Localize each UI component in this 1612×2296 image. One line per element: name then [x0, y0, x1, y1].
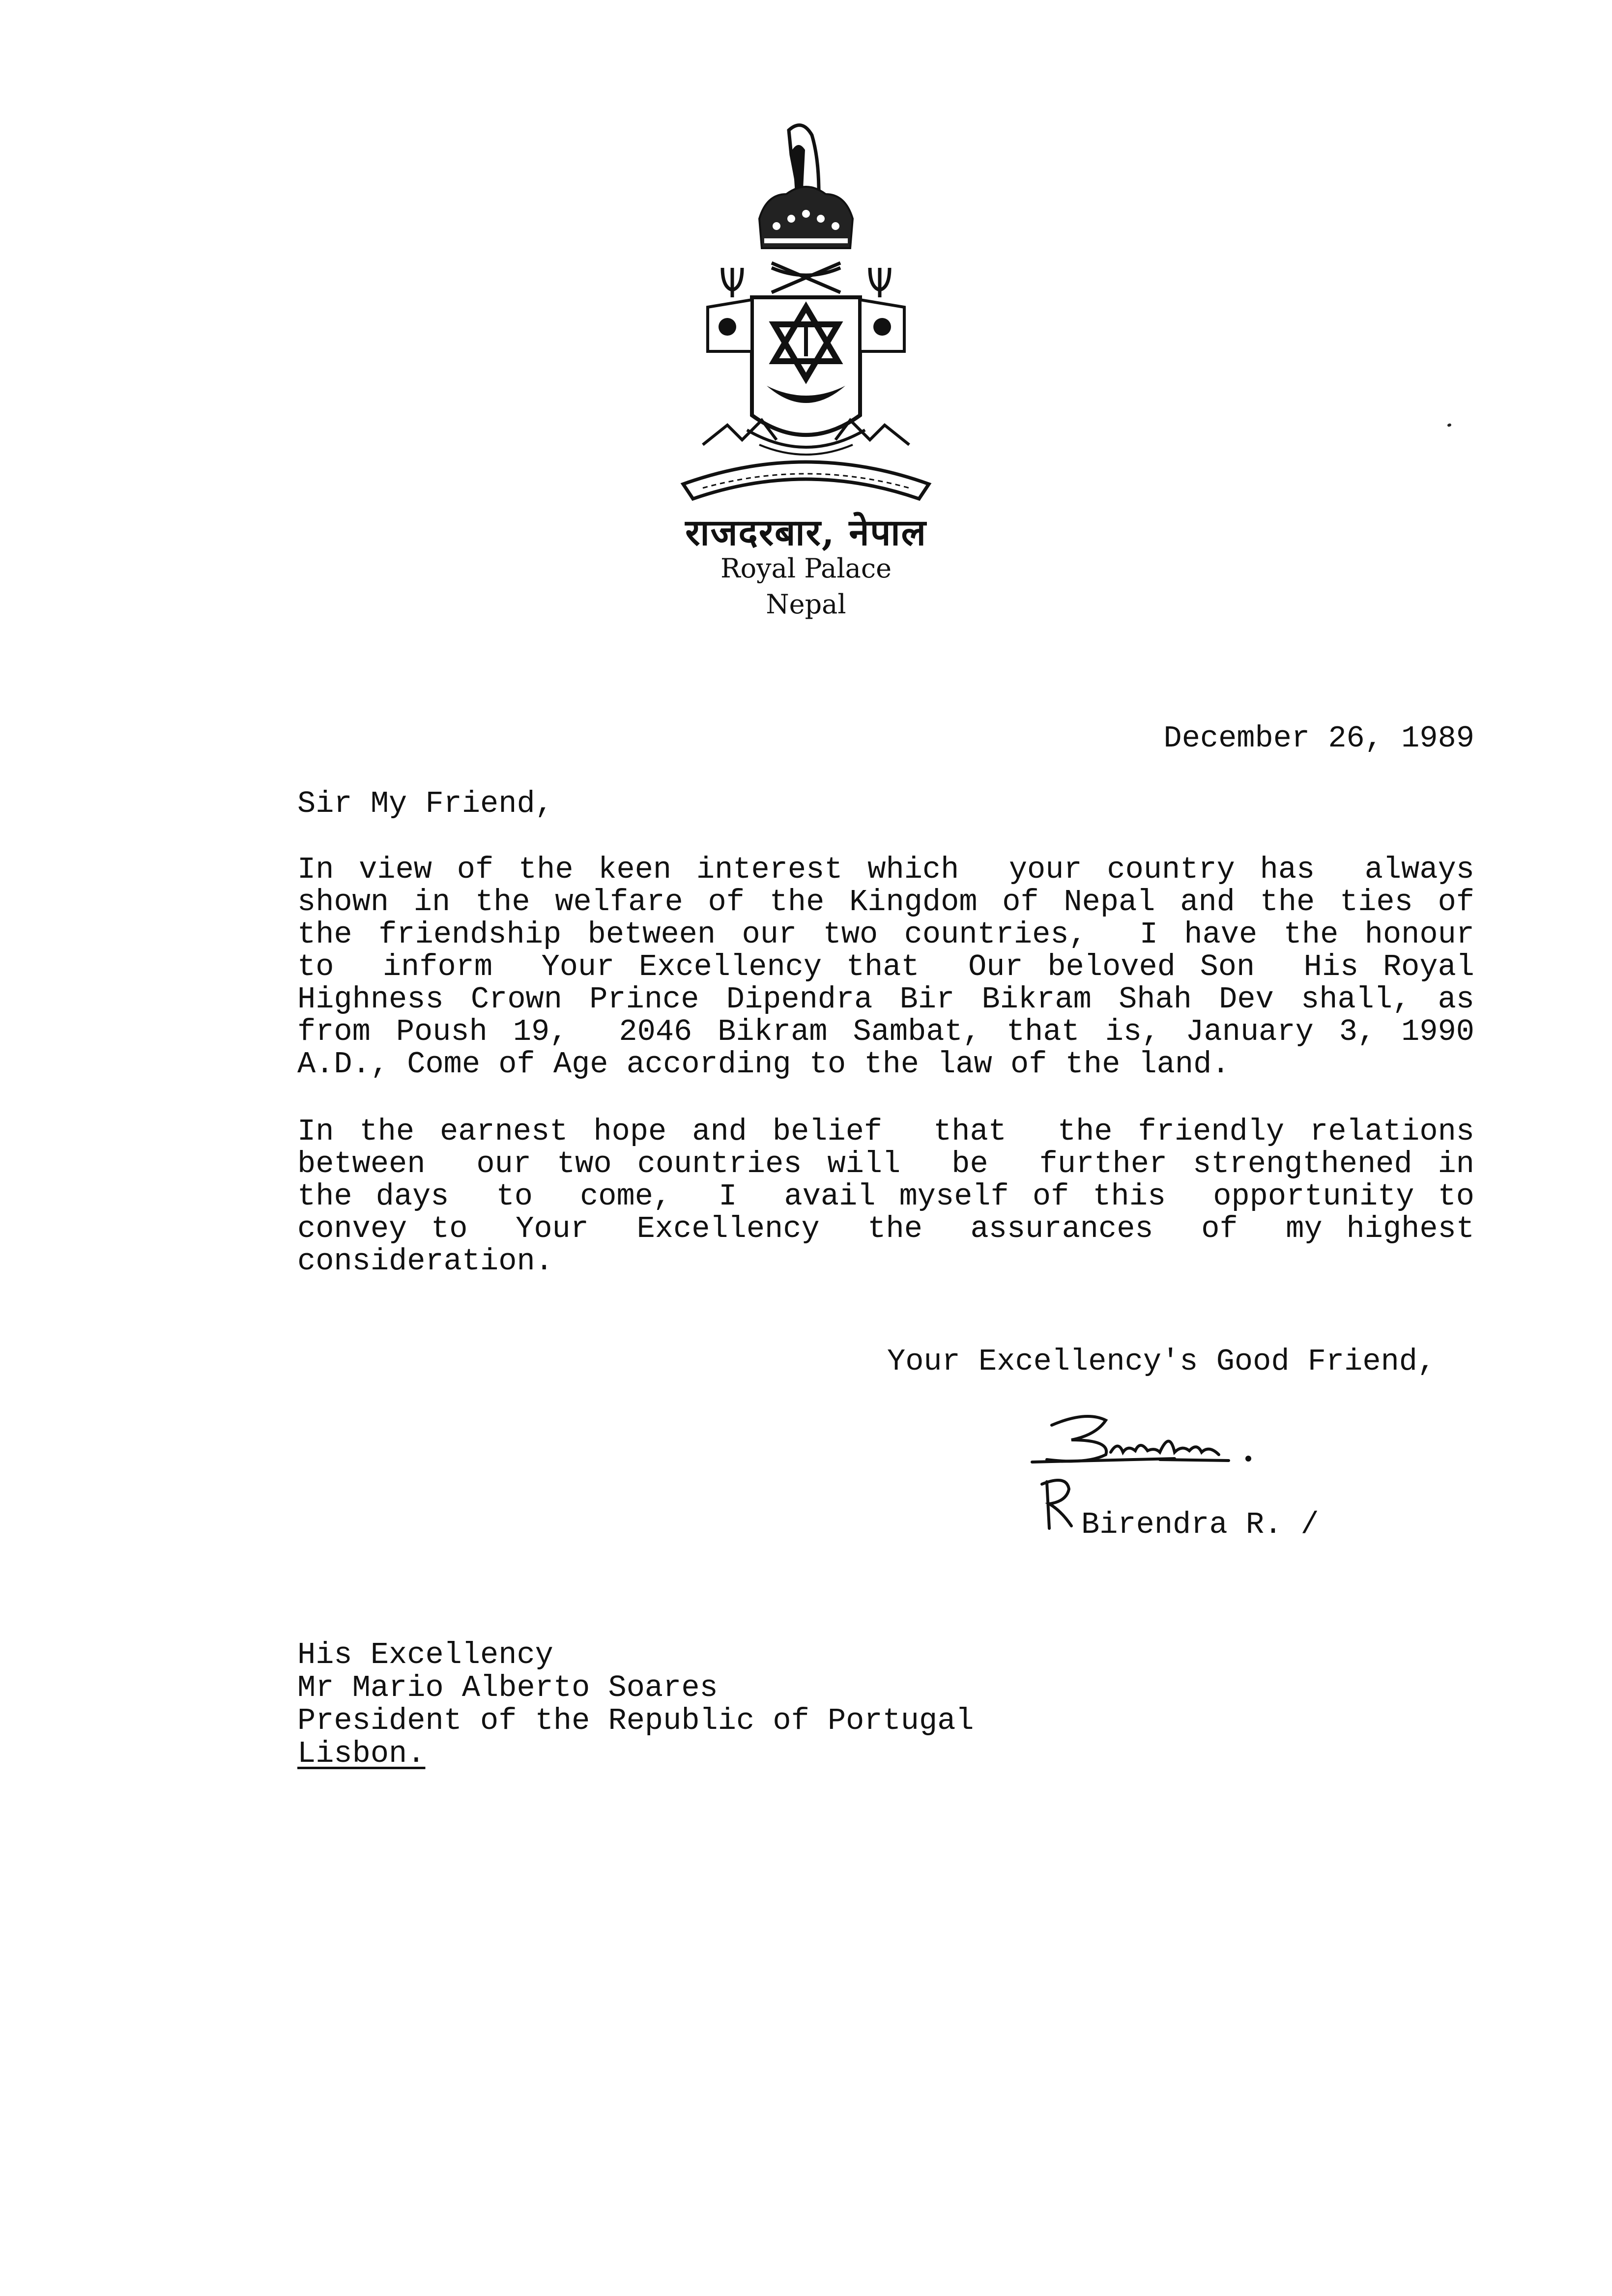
body-paragraph-1: [297, 854, 1474, 1081]
paragraph-line: In view of the keen interest which your country has always: [297, 852, 1474, 887]
paragraph-line: between our two countries will be further strengthened in: [297, 1147, 1474, 1181]
scan-speck: [1447, 423, 1452, 427]
paragraph-line: shown in the welfare of the Kingdom of Nepal and the ties of: [297, 885, 1474, 919]
letter-date: December 26, 1989: [1163, 721, 1474, 756]
body-paragraph-2: [297, 1116, 1474, 1278]
paragraph-line: the friendship between our two countries, I have the honour: [297, 917, 1474, 952]
letterhead-devanagari-title: राजदरबार, नेपाल: [685, 512, 927, 554]
paragraph-line: In the earnest hope and belief that the friendly relations: [297, 1114, 1474, 1149]
letterhead-nepal: Nepal: [766, 589, 846, 620]
coat-of-arms-emblem: [673, 120, 939, 504]
addressee-city: Lisbon.: [297, 1736, 426, 1771]
salutation: Sir My Friend,: [297, 786, 553, 821]
paragraph-line: convey to Your Excellency the assurances of my highest: [297, 1211, 1474, 1246]
paragraph-line: A.D., Come of Age according to the law of the land.: [297, 1047, 1230, 1082]
complimentary-closing: Your Excellency's Good Friend,: [887, 1344, 1436, 1379]
paragraph-line: Highness Crown Prince Dipendra Bir Bikram Shah Dev shall, as: [297, 982, 1474, 1017]
addressee-line-1: His Excellency: [297, 1637, 553, 1672]
addressee-line-3: President of the Republic of Portugal: [297, 1703, 974, 1738]
paragraph-line: from Poush 19, 2046 Bikram Sambat, that is, January 3, 1990: [297, 1014, 1474, 1049]
paragraph-line: consideration.: [297, 1244, 553, 1279]
typed-signature-name: Birendra R. /: [1081, 1507, 1319, 1542]
addressee-line-2: Mr Mario Alberto Soares: [297, 1670, 718, 1705]
paragraph-line: the days to come, I avail myself of this opportunity to: [297, 1179, 1474, 1214]
letterhead-royal-palace: Royal Palace: [720, 553, 892, 584]
paragraph-line: to inform Your Excellency that Our beloved Son His Royal: [297, 949, 1474, 984]
